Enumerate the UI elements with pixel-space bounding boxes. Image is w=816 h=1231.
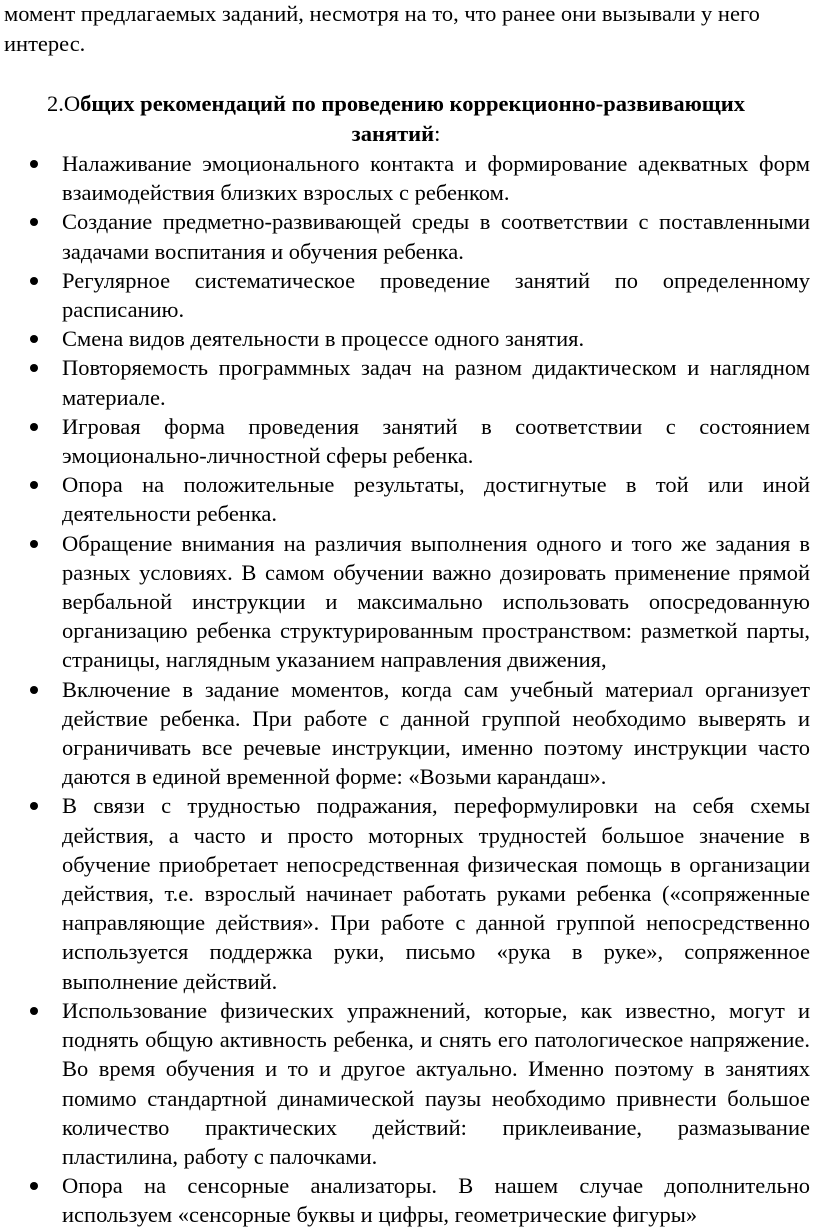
heading-prefix: 2.О — [46, 91, 81, 116]
bullet-icon — [30, 160, 38, 168]
list-item — [0, 149, 816, 207]
list-item-text: Опора на положительные результаты, достигнутые в той или иной деятельности ребенка. — [62, 472, 810, 527]
section-heading — [0, 89, 816, 149]
list-item — [0, 791, 816, 995]
bullet-icon — [30, 423, 38, 431]
bullet-icon — [30, 364, 38, 372]
bullet-icon — [30, 481, 38, 489]
list-item-text: В связи с трудностью подражания, переформулировки на себя схемы действия, а часто и просто моторных трудностей большое значение в обучение приобретает непосредственная физическая помощь в организации действия, т.е. взрослый начинает работать руками ребенка («сопряженные направляющие действия». При работе с данной группой непосредственно используется поддержка руки, письмо «рука в руке», сопряженное выполнение действий. — [62, 793, 810, 994]
list-item — [0, 529, 816, 675]
list-item — [0, 675, 816, 792]
heading-bold-text: бщих рекомендаций по проведению коррекционно-развивающих занятий — [80, 91, 746, 146]
list-item — [0, 1171, 816, 1229]
bullet-icon — [30, 686, 38, 694]
intro-text-line-1: момент предлагаемых заданий, несмотря на то, что ранее они вызывали у него — [4, 1, 760, 26]
list-item-text: Регулярное систематическое проведение занятий по определенному расписанию. — [62, 267, 810, 323]
list-item — [0, 470, 816, 528]
heading-colon: : — [434, 121, 441, 146]
list-item-text: Игровая форма проведения занятий в соответствии с состоянием эмоционально-личностной сферы ребенка. — [62, 413, 810, 469]
recommendations-list — [0, 149, 816, 1230]
list-item-text: Создание предметно-развивающей среды в соответствии с поставленными задачами воспитания и обучения ребенка. — [62, 209, 810, 264]
bullet-icon — [30, 1007, 38, 1015]
intro-text-line-2: интерес. — [4, 31, 86, 56]
list-item-text: Опора на сенсорные анализаторы. В нашем случае дополнительно используем «сенсорные буквы и цифры, геометрические фигуры» — [62, 1173, 810, 1228]
list-item — [0, 353, 816, 411]
list-item-text: Использование физических упражнений, которые, как известно, могут и поднять общую активность ребенка, и снять его патологическое напряжение. Во время обучения и то и другое актуально. Именно поэтому в занятиях помимо стандартной динамической паузы необходимо привнести большое количество практических действий: приклеивание, размазывание пластилина, работу с палочками. — [62, 997, 810, 1169]
bullet-icon — [30, 802, 38, 810]
bullet-icon — [30, 1182, 38, 1190]
list-item-text: Налаживание эмоционального контакта и формирование адекватных форм взаимодействия близких взрослых с ребенком. — [62, 151, 810, 206]
list-item-text: Смена видов деятельности в процессе одного занятия. — [62, 326, 585, 352]
bullet-icon — [30, 277, 38, 285]
list-item — [0, 324, 816, 353]
list-item — [0, 266, 816, 324]
bullet-icon — [30, 540, 38, 548]
list-item-text: Включение в задание моментов, когда сам учебный материал организует действие ребенка. При работе с данной группой необходимо выверять и ограничивать все речевые инструкции, именно поэтому инструкции часто даются в единой временной форме: «Возьми карандаш». — [62, 676, 810, 790]
list-item-text: Обращение внимания на различия выполнения одного и того же задания в разных условиях. В самом обучении важно дозировать применение прямой вербальной инструкции и максимально использовать опосредованную организацию ребенка структурированным пространством: разметкой парты, страницы, наглядным указанием направления движения, — [62, 530, 810, 673]
list-item — [0, 412, 816, 470]
list-item-text: Повторяемость программных задач на разном дидактическом и наглядном материале. — [62, 355, 810, 410]
bullet-icon — [30, 218, 38, 226]
list-item — [0, 207, 816, 265]
bullet-icon — [30, 335, 38, 343]
list-item — [0, 996, 816, 1171]
